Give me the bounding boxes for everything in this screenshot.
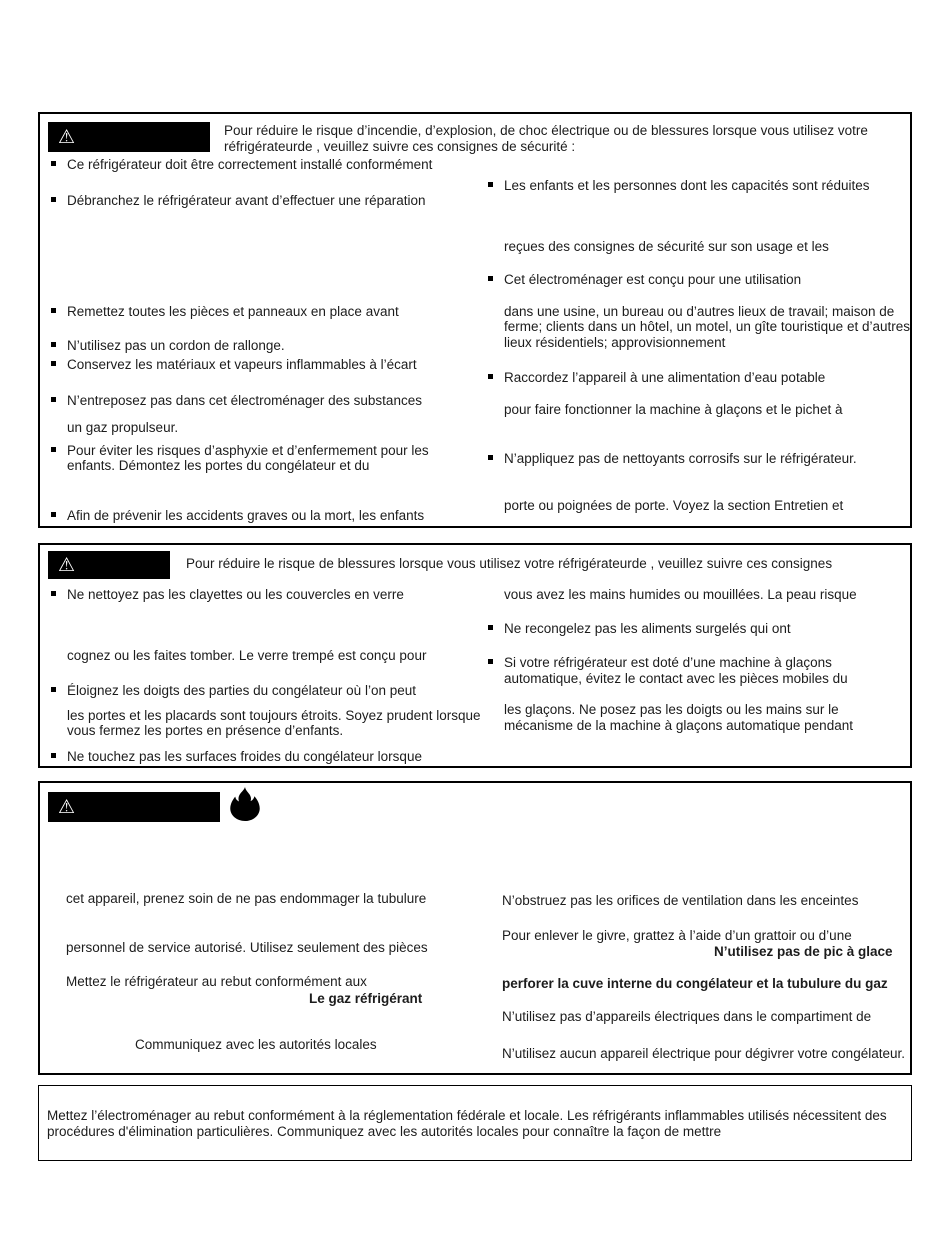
safety-text: porte ou poignées de porte. Voyez la section Entretien et (504, 497, 844, 513)
bullet-square-icon (51, 591, 56, 596)
safety-text: N’utilisez aucun appareil électrique pour dégivrer votre congélateur. (502, 1045, 905, 1061)
safety-text: Cet électroménager est conçu pour une utilisation (504, 272, 802, 287)
flammable-right-column (502, 783, 910, 1061)
safety-text: Afin de prévenir les accidents graves ou la mort, les enfants (67, 507, 425, 523)
safety-bullet-item (50, 683, 482, 699)
bullet-square-icon (51, 361, 56, 366)
safety-text: Le gaz réfrigérant (309, 990, 423, 1006)
safety-bullet-item (50, 193, 480, 209)
safety-bullet-item (50, 749, 482, 765)
safety-text: reçues des consignes de sécurité sur son usage et les (504, 238, 829, 254)
safety-bullet-item (487, 451, 911, 467)
safety-text-line (502, 928, 910, 944)
safety-text-line (66, 974, 502, 990)
safety-text: Pour éviter les risques d’asphyxie et d’enfermement pour les enfants. Démontez les portes du congélateur et du (67, 442, 429, 473)
safety-text: N’utilisez pas un cordon de rallonge. (67, 337, 285, 353)
safety-bullet-item (50, 393, 480, 409)
safety-text-line (714, 944, 910, 960)
safety-text: N’entreposez pas dans cet électroménager des substances (67, 392, 422, 408)
safety-bullet-item (487, 178, 911, 194)
safety-text: Ne touchez pas les surfaces froides du congélateur lorsque (67, 748, 422, 764)
safety-text: Remettez toutes les pièces et panneaux en place avant (67, 304, 399, 319)
warning-triangle-icon: ⚠ (58, 125, 76, 148)
bullet-square-icon (51, 342, 56, 347)
bullet-square-icon (51, 397, 56, 402)
safety-text: N’obstruez pas les orifices de ventilation dans les enceintes (502, 893, 859, 908)
warning1-left-column (50, 154, 480, 523)
safety-bullet-item (487, 370, 911, 386)
safety-text: cet appareil, prenez soin de ne pas endommager la tubulure (66, 891, 427, 906)
safety-text-line (487, 304, 911, 351)
bullet-square-icon (488, 455, 493, 460)
safety-text-line (50, 420, 480, 436)
caution-intro-text: Pour réduire le risque de blessures lorsque vous utilisez votre réfrigérateurde , veuillez suivre ces consignes (186, 556, 833, 571)
safety-text-line (135, 1037, 502, 1053)
bullet-square-icon (488, 276, 493, 281)
safety-text: N’utilisez pas de pic à glace (714, 944, 893, 959)
caution-right-column (487, 581, 911, 733)
safety-text: cognez ou les faites tomber. Le verre trempé est conçu pour (67, 647, 427, 663)
safety-bullet-item (50, 304, 480, 320)
safety-text: N’utilisez pas d’appareils électriques dans le compartiment de (502, 1009, 872, 1024)
safety-text: Si votre réfrigérateur est doté d’une machine à glaçons automatique, évitez le contact avec les pièces mobiles du (504, 655, 848, 686)
safety-text: perforer la cuve interne du congélateur et la tubulure du gaz (502, 975, 888, 991)
safety-text: pour faire fonctionner la machine à glaçons et le pichet à (504, 401, 843, 417)
safety-bullet-item (50, 338, 480, 354)
bullet-square-icon (51, 197, 56, 202)
bullet-square-icon (51, 308, 56, 313)
safety-text: les portes et les placards sont toujours étroits. Soyez prudent lorsque vous fermez les portes en présence d’enfants. (67, 707, 481, 738)
safety-text-line (66, 891, 502, 907)
bullet-square-icon (51, 447, 56, 452)
warning-intro-text: Pour réduire le risque d’incendie, d’explosion, de choc électrique ou de blessures lorsque vous utilisez votre réfrigérateurde , veuillez suivre ces consignes de sécurité : (224, 123, 868, 154)
safety-text-line (487, 498, 911, 514)
safety-text: Communiquez avec les autorités locales (135, 1037, 377, 1052)
safety-text-line (487, 702, 911, 733)
safety-bullet-item (50, 157, 480, 173)
safety-bullet-item (487, 272, 911, 288)
safety-text-line (502, 893, 910, 909)
safety-text-line (50, 708, 482, 739)
bullet-square-icon (488, 659, 493, 664)
warning-triangle-icon: ⚠ (58, 553, 76, 576)
safety-text: N’appliquez pas de nettoyants corrosifs sur le réfrigérateur. (504, 451, 857, 466)
warning-banner (48, 122, 210, 152)
bullet-square-icon (51, 687, 56, 692)
safety-text: dans une usine, un bureau ou d’autres lieux de travail; maison de ferme; clients dans un hôtel, un motel, un gîte touristique et d’autres lieux résidentiels; approvisionnement (504, 303, 910, 350)
safety-text: Ne recongelez pas les aliments surgelés qui ont (504, 620, 791, 636)
caution-box-injury (38, 543, 912, 768)
safety-text-line (487, 239, 911, 255)
safety-text: Pour enlever le givre, grattez à l’aide d’un grattoir ou d’une (502, 927, 852, 943)
safety-text: Ce réfrigérateur doit être correctement installé conformément (67, 157, 433, 172)
safety-text-line (502, 976, 910, 992)
caution-banner (48, 551, 170, 579)
safety-text-line (502, 1009, 910, 1025)
safety-text-line (309, 991, 502, 1007)
safety-text: Les enfants et les personnes dont les capacités sont réduites (504, 178, 870, 193)
safety-bullet-item (50, 357, 480, 373)
safety-text-line (50, 648, 482, 664)
bullet-square-icon (51, 753, 56, 758)
safety-bullet-item (50, 587, 482, 603)
safety-bullet-item (487, 621, 911, 637)
disposal-instructions: Mettez l’électroménager au rebut conformément à la réglementation fédérale et locale. Les réfrigérants inflammables utilisés nécessitent des procédures d'élimination particulières. Communiquez avec les autorités locales pour connaître la façon de mettre (47, 1108, 887, 1139)
disposal-box (38, 1085, 912, 1161)
safety-text-line (502, 1046, 910, 1062)
safety-bullet-item (50, 443, 480, 474)
flammable-left-column (66, 783, 502, 1053)
safety-text: vous avez les mains humides ou mouillées. La peau risque (504, 587, 857, 602)
bullet-square-icon (488, 625, 493, 630)
safety-bullet-item (50, 508, 480, 524)
safety-text: personnel de service autorisé. Utilisez seulement des pièces (66, 939, 428, 955)
caution-left-column (50, 581, 482, 764)
safety-text: Débranchez le réfrigérateur avant d’effectuer une réparation (67, 192, 426, 208)
safety-text-line (66, 940, 502, 956)
safety-text-line (487, 587, 911, 603)
safety-text: Conservez les matériaux et vapeurs inflammables à l’écart (67, 357, 417, 372)
safety-bullet-item (487, 655, 911, 686)
bullet-square-icon (488, 374, 493, 379)
safety-text: Mettez le réfrigérateur au rebut conformément aux (66, 974, 367, 989)
safety-text: Ne nettoyez pas les clayettes ou les couvercles en verre (67, 587, 404, 602)
warning-triangle-icon: ⚠ (58, 795, 76, 818)
bullet-square-icon (488, 182, 493, 187)
bullet-square-icon (51, 161, 56, 166)
safety-text: un gaz propulseur. (67, 420, 179, 435)
safety-text-line (487, 402, 911, 418)
safety-text: Éloignez les doigts des parties du congélateur où l’on peut (67, 683, 416, 698)
bullet-square-icon (51, 512, 56, 517)
safety-text: les glaçons. Ne posez pas les doigts ou les mains sur le mécanisme de la machine à glaçons automatique pendant (504, 702, 853, 733)
warning-box-flammable (38, 781, 912, 1075)
warning-box-electrical (38, 112, 912, 528)
safety-text: Raccordez l’appareil à une alimentation d’eau potable (504, 370, 826, 385)
warning1-right-column (487, 154, 911, 513)
